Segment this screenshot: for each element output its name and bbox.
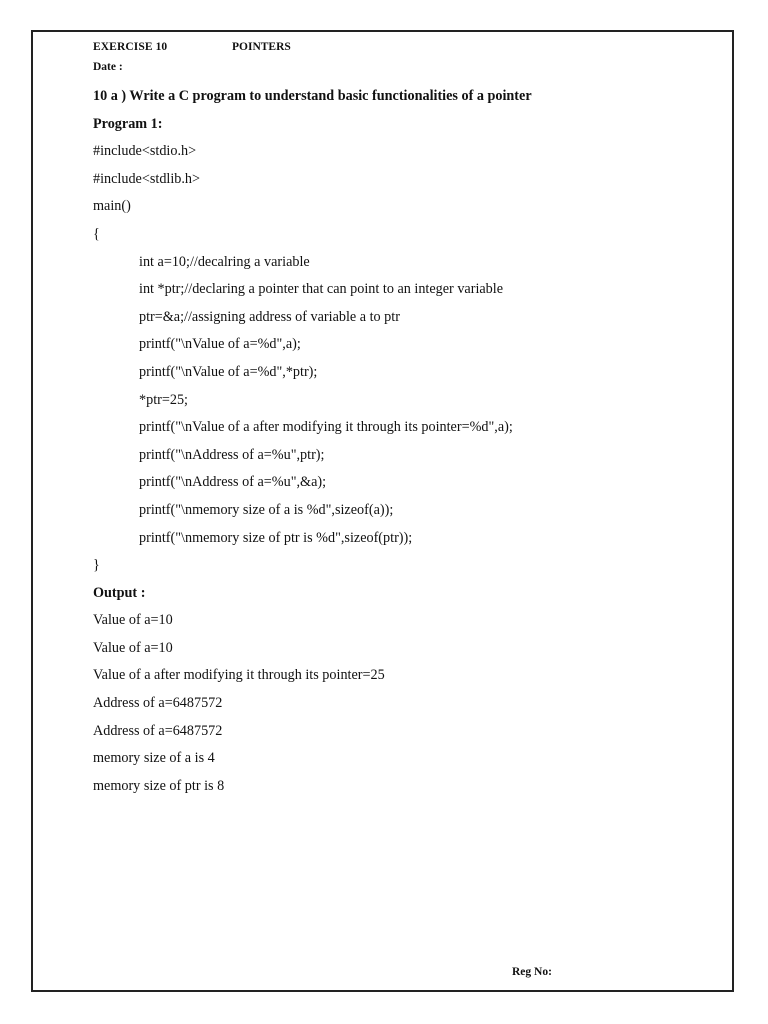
text-line: Value of a=10 — [93, 612, 173, 629]
code-line: printf("\nmemory size of ptr is %d",sizeof(ptr)); — [139, 529, 413, 546]
document-body — [93, 86, 532, 803]
text-line: { — [93, 225, 100, 242]
heading-line: Output : — [93, 584, 146, 601]
text-line: #include<stdlib.h> — [93, 170, 201, 187]
date-label: Date : — [93, 61, 123, 73]
text-line: memory size of ptr is 8 — [93, 777, 225, 794]
exercise-label: EXERCISE 10 — [93, 41, 168, 53]
text-line: #include<stdio.h> — [93, 143, 197, 160]
text-line: } — [93, 557, 100, 574]
code-line: int *ptr;//declaring a pointer that can point to an integer variable — [139, 281, 504, 298]
code-line: *ptr=25; — [139, 391, 188, 408]
text-line: main() — [93, 198, 131, 215]
text-line: memory size of a is 4 — [93, 750, 215, 767]
topic-label: POINTERS — [232, 41, 291, 53]
code-line: ptr=&a;//assigning address of variable a to ptr — [139, 308, 400, 325]
code-line: printf("\nmemory size of a is %d",sizeof(a)); — [139, 501, 394, 518]
text-line: Address of a=6487572 — [93, 695, 223, 712]
text-line: Value of a=10 — [93, 639, 173, 656]
reg-no-label: Reg No: — [512, 966, 552, 978]
code-line: printf("\nValue of a=%d",*ptr); — [139, 363, 318, 380]
text-line: Value of a after modifying it through its pointer=25 — [93, 667, 385, 684]
heading-line: 10 a ) Write a C program to understand basic functionalities of a pointer — [93, 88, 532, 104]
heading-line: Program 1: — [93, 115, 163, 132]
code-line: printf("\nAddress of a=%u",ptr); — [139, 446, 325, 463]
code-line: printf("\nValue of a after modifying it through its pointer=%d",a); — [139, 419, 513, 436]
code-line: printf("\nValue of a=%d",a); — [139, 336, 301, 353]
code-line: printf("\nAddress of a=%u",&a); — [139, 474, 327, 491]
code-line: int a=10;//decalring a variable — [139, 253, 310, 270]
text-line: Address of a=6487572 — [93, 722, 223, 739]
